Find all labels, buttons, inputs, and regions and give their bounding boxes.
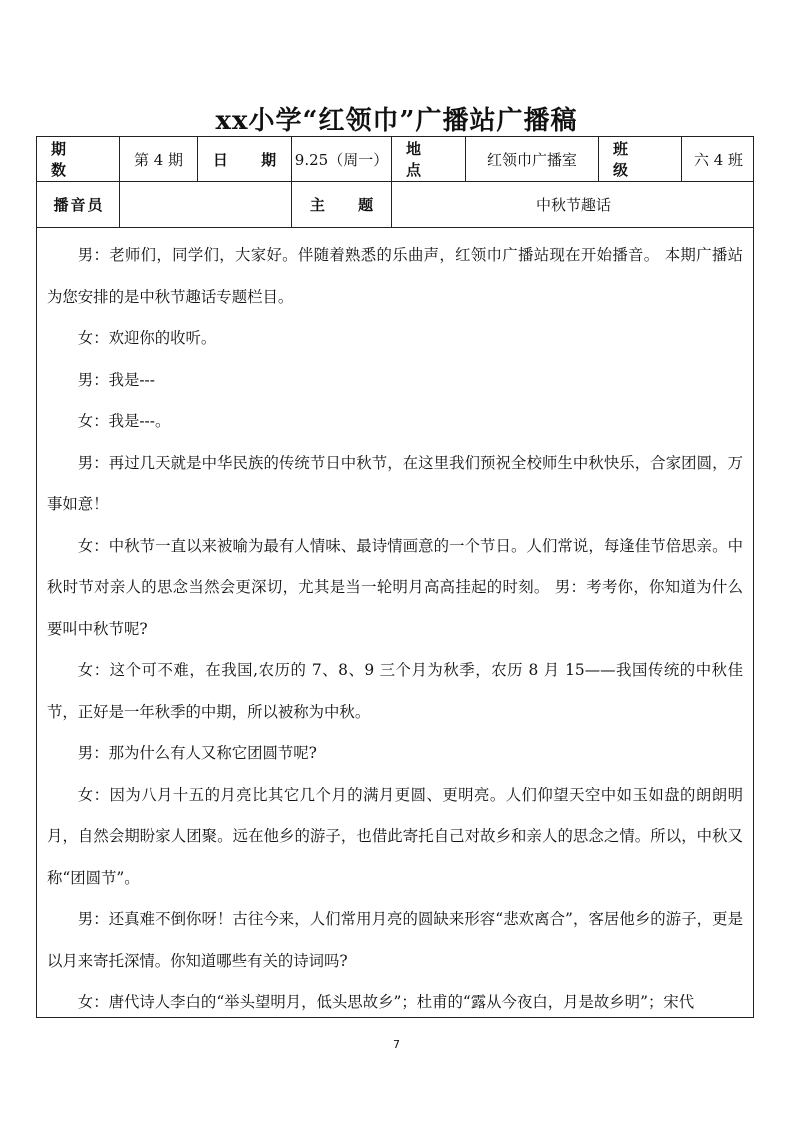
location-value: 红领巾广播室 [466,137,599,181]
header-row-2 [37,181,753,228]
location-label: 地 点 [392,137,466,181]
script-paragraph: 女：唐代诗人李白的“举头望明月，低头思故乡”；杜甫的“露从今夜白，月是故乡明”；宋代 [77,993,695,1011]
topic-label: 主 题 [292,181,392,227]
announcer-label: 播音员 [37,181,120,227]
script-paragraph: 女：我是---。 [77,412,171,430]
script-paragraph: 女：这个可不难，在我国,农历的 7、8、9 三个月为秋季，农历 8 月 15——我国传统的中秋佳节，正好是一年秋季的中期，所以被称为中秋。 [47,661,743,721]
document-title: xx小学“红领巾”广播站广播稿 [215,106,578,136]
script-paragraph: 女：因为八月十五的月亮比其它几个月的满月更圆、更明亮。人们仰望天空中如玉如盘的朗朗明月，自然会期盼家人团聚。远在他乡的游子，也借此寄托自己对故乡和亲人的思念之情。所以，中秋又称“团圆节”。 [47,785,743,887]
header-row-1 [37,137,753,182]
script-body [37,227,753,1024]
script-paragraph: 女：中秋节一直以来被喻为最有人情味、最诗情画意的一个节日。人们常说，每逢佳节倍思亲。中秋时节对亲人的思念当然会更深切，尤其是当一轮明月高高挂起的时刻。 男：考考你，你知道为什么要叫中秋节呢? [47,536,743,638]
class-value: 六 4 班 [693,150,744,169]
script-paragraph: 男：那为什么有人又称它团圆节呢? [77,744,317,762]
period-label: 期 数 [37,137,120,181]
announcer-value [120,181,292,227]
class-label: 班 级 [599,137,682,181]
period-value: 第 4 期 [120,137,198,181]
script-paragraph: 男：我是--- [77,370,155,389]
script-paragraph: 男：还真难不倒你呀！古往今来，人们常用月亮的圆缺来形容“悲欢离合”，客居他乡的游子，更是以月来寄托深情。你知道哪些有关的诗词吗? [47,910,743,970]
broadcast-form [36,136,754,1018]
topic-value: 中秋节趣话 [535,195,611,214]
script-paragraph: 男：再过几天就是中华民族的传统节日中秋节，在这里我们预祝全校师生中秋快乐，合家团圆，万事如意！ [47,453,743,513]
page-number: 7 [393,1038,400,1051]
date-value: 9.25（周一） [292,137,392,181]
script-paragraph: 女：欢迎你的收听。 [77,329,217,347]
date-label: 日 期 [198,137,292,181]
script-paragraph: 男：老师们，同学们，大家好。伴随着熟悉的乐曲声，红领巾广播站现在开始播音。 本期广播站为您安排的是中秋节趣话专题栏目。 [47,246,743,306]
